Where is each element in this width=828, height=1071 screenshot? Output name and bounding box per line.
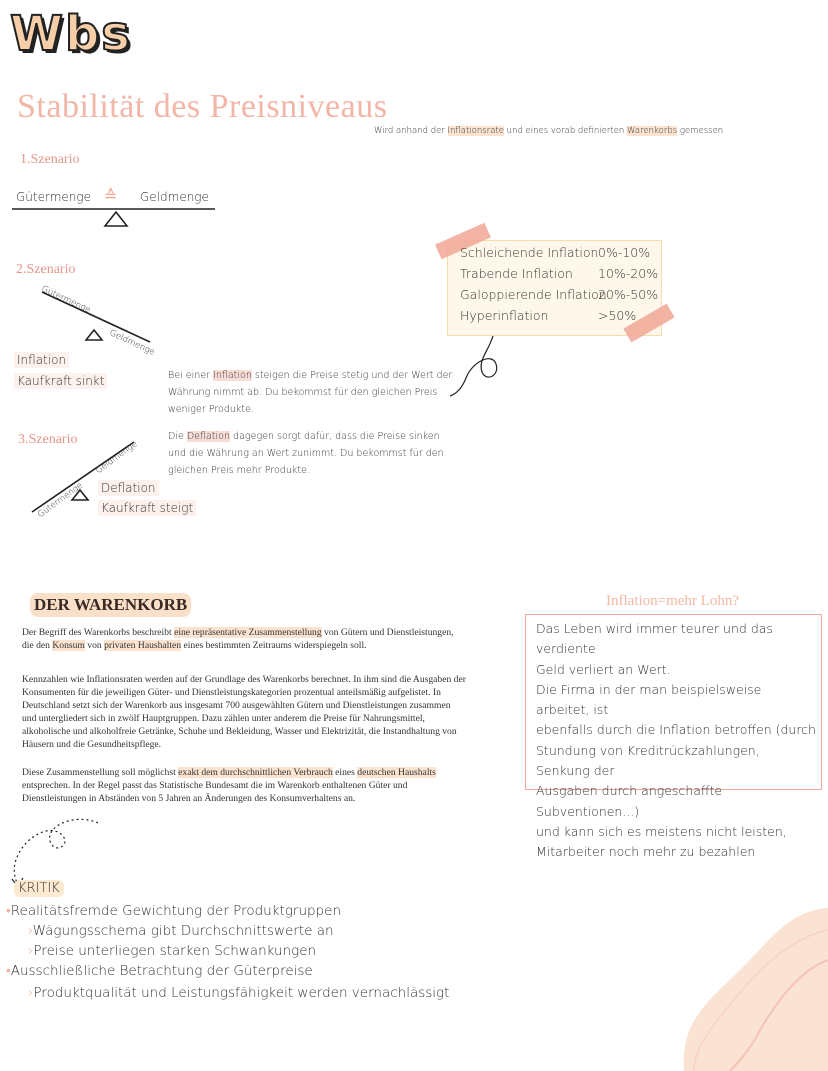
warenkorb-paragraph-3: Diese Zusammenstellung soll möglichst exakt dem durchschnittlichen Verbrauch eines deutschen Haushalts entsprechen. In der Regel passt das Statistische Bundesamt die im Warenkorb enthaltenen Güter und Dienstleistungen in Abständen von 5 Jahren an Änderungen des Konsumverhaltens an. <box>22 767 436 804</box>
table-row-value: 0%-10% <box>598 245 651 260</box>
table-row: Trabende Inflation <box>460 266 573 281</box>
lohn-box <box>525 614 822 860</box>
subtitle-post: gemessen <box>679 126 724 136</box>
lohn-line: Geld verliert an Wert. <box>536 661 671 677</box>
subtitle-highlight-inflationsrate: Inflationsrate <box>447 126 504 136</box>
scenario-3-description <box>168 428 460 479</box>
kritik-item: •Ausschließliche Betrachtung der Güterpreise <box>6 963 313 979</box>
scenario-2-title: 2.Szenario <box>16 262 76 277</box>
page-title: Stabilität des Preisniveaus <box>17 88 388 125</box>
scenario-3-effect-kaufkraft: Kaufkraft steigt <box>98 500 196 516</box>
scenario-3-text-pre: Die <box>168 431 184 442</box>
scenario-1-left-label: Gütermenge <box>16 190 91 204</box>
scenario-1-right-label: Geldmenge <box>140 190 209 204</box>
scenario-2-top-label: Gütermenge <box>39 284 93 316</box>
scenario-3-effect-deflation: Deflation <box>98 480 159 496</box>
lohn-line: und kann sich es meistens nicht leisten, <box>536 823 787 839</box>
table-row: Schleichende Inflation <box>460 245 599 260</box>
lohn-line: Das Leben wird immer teurer und das verdiente <box>536 621 773 657</box>
warenkorb-paragraph-1: Der Begriff des Warenkorbs beschreibt eine repräsentative Zusammenstellung von Gütern und Dienstleistungen, die den Konsum von privaten Haushalten eines bestimmten Zeitraums widerspiegeln soll. <box>22 627 454 651</box>
table-row-value: 20%-50% <box>598 287 659 302</box>
scenario-3-title: 3.Szenario <box>18 432 78 447</box>
lohn-box-title: Inflation=mehr Lohn? <box>605 593 739 609</box>
inflation-types-table <box>447 240 662 336</box>
scenario-2-bottom-label: Geldmenge <box>107 328 157 358</box>
scenario-1-title: 1.Szenario <box>20 152 80 167</box>
scenario-2-text-highlight: Inflation <box>213 370 252 381</box>
scenario-2-text-post: steigen die Preise stetig und der Wert der Währung nimmt ab. Du bekommst für den gleichen Preis weniger Produkte. <box>168 370 453 415</box>
scenario-3-top-label: Geldmenge <box>94 439 140 477</box>
warenkorb-paragraph-2: Kennzahlen wie Inflationsraten werden auf der Grundlage des Warenkorbs berechnet. In ihm sind die Ausgaben der Konsumenten für die jeweiligen Güter- und Dienstleistungskategorien prozentual anteilsmäßig aufgelistet. In Deutschland setzt sich der Warenkorb aus insgesamt 700 ausgewählten Gütern und Dienstleistungen zusammen und untergliedert sich in zwölf Hauptgruppen. Dazu zählen unter anderem die Preise für Nahrungsmittel, alkoholische und alkoholfreie Getränke, Schuhe und Bekleidung, Wasser und Elektrizität, die Instandhaltung von Häusern und die Gesundheitspflege. <box>22 674 466 750</box>
kritik-subitem: ›Produktqualität und Leistungsfähigkeit werden vernachlässigt <box>28 985 450 1001</box>
warenkorb-title: DER WARENKORB <box>30 593 191 617</box>
subtitle-mid: und eines vorab definierten <box>506 126 625 136</box>
highlight: Konsum <box>52 640 85 651</box>
table-row: Hyperinflation <box>460 308 549 323</box>
logo: Wbs <box>10 6 132 62</box>
decorative-blob <box>660 900 828 1071</box>
table-row: Galoppierende Inflation <box>460 287 607 302</box>
subtitle-pre: Wird anhand der <box>374 126 445 136</box>
highlight: eine repräsentative Zusammenstellung <box>174 627 322 638</box>
scenario-3-bottom-label: Gütermenge <box>36 480 85 521</box>
kritik-subitem: ›Wägungsschema gibt Durchschnittswerte an <box>28 923 334 939</box>
scenario-2-text-pre: Bei einer <box>168 370 210 381</box>
scenario-2-effect-inflation: Inflation <box>14 352 69 368</box>
lohn-line: Ausgaben durch angeschaffte Subventionen...) <box>536 783 723 819</box>
scenario-3-text-highlight: Deflation <box>186 431 231 442</box>
scenario-2-description <box>168 367 458 418</box>
kritik-item: •Realitätsfremde Gewichtung der Produktgruppen <box>6 903 342 919</box>
scenario-3-text-post: dagegen sorgt dafür, dass die Preise sinken und die Währung an Wert zunimmt. Du bekommst für den gleichen Preis mehr Produkte. <box>168 431 444 476</box>
curl-connector-icon <box>448 332 508 402</box>
lohn-box-text <box>536 619 816 863</box>
page-subtitle <box>374 126 723 136</box>
lohn-line: ebenfalls durch die Inflation betroffen (durch <box>536 722 816 738</box>
lohn-line: Die Firma in der man beispielsweise arbeitet, ist <box>536 681 762 718</box>
scenario-2-effect-kaufkraft: Kaufkraft sinkt <box>14 373 107 389</box>
lohn-line: Mitarbeiter noch mehr zu bezahlen <box>536 844 756 860</box>
scenario-1-balance-icon <box>10 200 220 232</box>
highlight: privaten Haushalten <box>104 640 182 651</box>
equivalence-icon: ≙ <box>104 188 118 205</box>
lohn-line: Stundung von Kreditrückzahlungen, Senkung der <box>536 742 760 779</box>
subtitle-highlight-warenkorb: Warenkorbs <box>627 126 678 136</box>
kritik-subitem: ›Preise unterliegen starken Schwankungen <box>28 943 317 959</box>
highlight: exakt dem durchschnittlichen Verbrauch <box>178 767 333 778</box>
kritik-title: KRITIK <box>14 880 64 897</box>
table-row-value: 10%-20% <box>598 266 659 281</box>
highlight: deutschen Haushalts <box>357 767 436 778</box>
table-row-value: >50% <box>598 308 637 323</box>
